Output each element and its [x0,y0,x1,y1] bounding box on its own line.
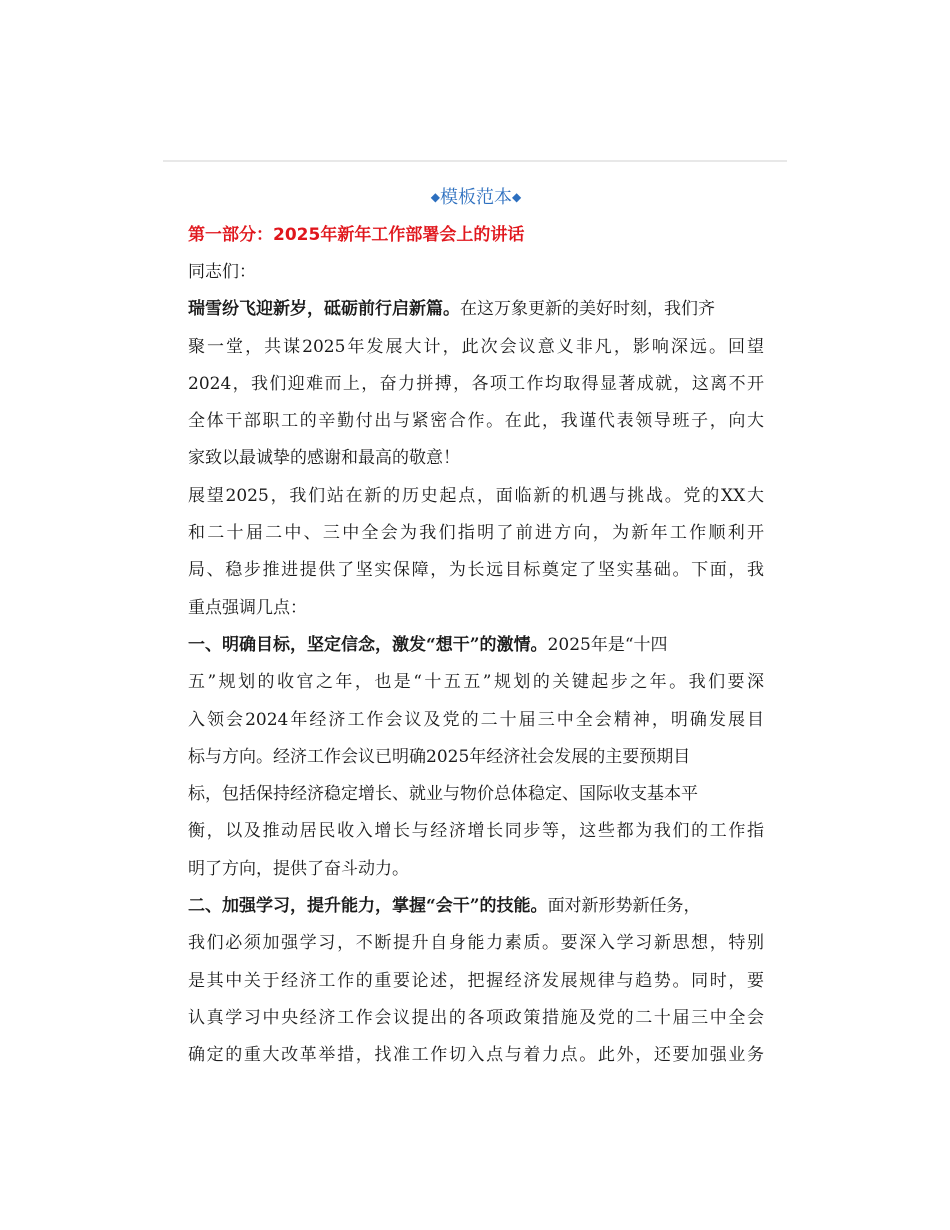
paragraph-lead: 二、加强学习，提升能力，掌握“会干”的技能。 [188,896,548,917]
paragraph-text: 2025年是“十四 [547,634,668,655]
paragraph-text: 面对新形势新任务， [547,896,701,917]
paragraph-lead: 瑞雪纷飞迎新岁，砥砺前行启新篇。 [188,299,460,320]
paragraph-line: 标与方向。经济工作会议已明确2025年经济社会发展的主要预期目 [188,746,691,767]
header-divider [163,160,787,162]
paragraph-line [188,888,764,925]
diamond-icon: ◆ [512,190,522,204]
paragraph-line: 认真学习中央经济工作会议提出的各项政策措施及党的二十届三中全会 [188,1007,764,1028]
paragraph-line: 确定的重大改革举措，找准工作切入点与着力点。此外，还要加强业务 [188,1045,764,1066]
paragraph-line: 局、稳步推进提供了坚实保障，为长远目标奠定了坚实基础。下面，我 [188,560,764,581]
paragraph-line: 衡，以及推动居民收入增长与经济增长同步等，这些都为我们的工作指 [188,821,764,842]
paragraph-line: 标，包括保持经济稳定增长、就业与物价总体稳定、国际收支基本平 [188,784,698,805]
paragraph-line: 和二十届二中、三中全会为我们指明了前进方向，为新年工作顺利开 [188,523,764,544]
paragraph-line [188,291,764,328]
paragraph-line: 明了方向，提供了奋斗动力。 [188,858,409,879]
paragraph-lead: 一、明确目标，坚定信念，激发“想干”的激情。 [188,634,548,655]
paragraph-line: 重点强调几点： [188,597,307,618]
paragraph-line [188,627,764,664]
section-heading: 第一部分：2025年新年工作部署会上的讲话 [188,225,525,245]
paragraph-line: 入领会2024年经济工作会议及党的二十届三中全会精神，明确发展目 [188,709,764,730]
paragraph-line: 2024，我们迎难而上，奋力拼搏，各项工作均取得显著成就，这离不开 [188,373,764,394]
diamond-icon: ◆ [430,190,440,204]
template-label-text: 模板范本 [440,187,512,208]
paragraph-line: 全体干部职工的辛勤付出与紧密合作。在此，我谨代表领导班子，向大 [188,411,764,432]
salutation: 同志们： [188,262,256,282]
paragraph-line: 家致以最诚挚的感谢和最高的敬意！ [188,448,460,469]
template-label [188,178,764,216]
paragraph-text: 在这万象更新的美好时刻，我们齐 [460,299,715,320]
paragraph-line: 五”规划的收官之年，也是“十五五”规划的关键起步之年。我们要深 [188,672,764,693]
paragraph-line: 展望2025，我们站在新的历史起点，面临新的机遇与挑战。党的XX大 [188,485,764,506]
paragraph-line: 聚一堂，共谋2025年发展大计，此次会议意义非凡，影响深远。回望 [188,336,764,357]
paragraph-line: 是其中关于经济工作的重要论述，把握经济发展规律与趋势。同时，要 [188,970,764,991]
document-body [188,178,764,1075]
paragraph-line: 我们必须加强学习，不断提升自身能力素质。要深入学习新思想，特别 [188,933,764,954]
